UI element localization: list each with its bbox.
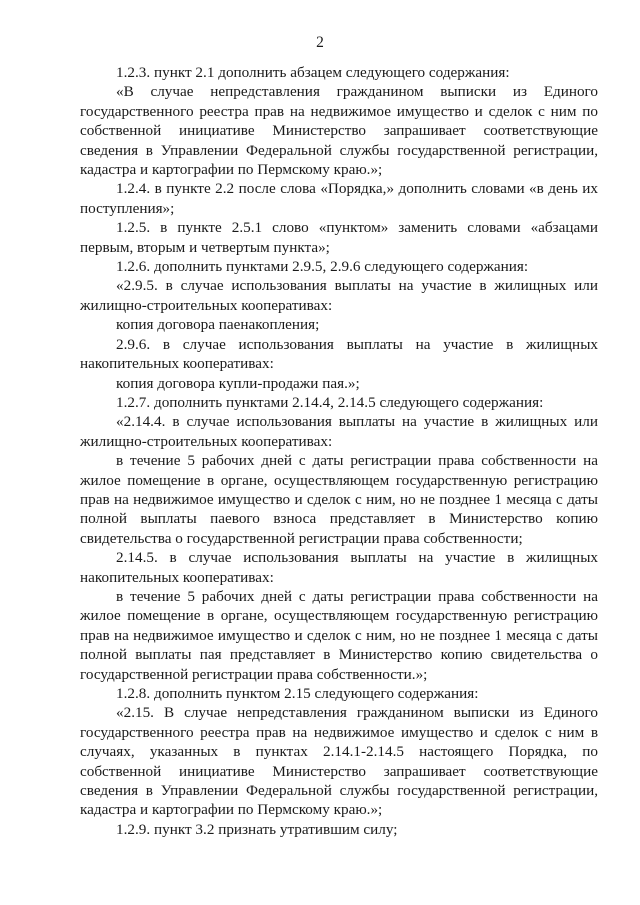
paragraph-1-2-7: 1.2.7. дополнить пунктами 2.14.4, 2.14.5 следующего содержания:	[116, 393, 544, 411]
paragraph-1-2-5: 1.2.5. в пункте 2.5.1 слово «пунктом» заменить словами «абзацами первым, вторым и четвертым пункта»;	[80, 219, 598, 256]
paragraph-2-14-5: 2.14.5. в случае использования выплаты на участие в жилищных накопительных кооперативах:	[80, 549, 598, 586]
paragraph-1-2-4: 1.2.4. в пункте 2.2 после слова «Порядка,» дополнить словами «в день их поступления»;	[80, 180, 598, 217]
paragraph-1-2-9: 1.2.9. пункт 3.2 признать утратившим силу;	[116, 820, 398, 838]
paragraph-2-9-5: «2.9.5. в случае использования выплаты на участие в жилищных или жилищно-строительных кооперативах:	[80, 277, 598, 314]
paragraph-1-2-3: 1.2.3. пункт 2.1 дополнить абзацем следующего содержания:	[116, 64, 510, 81]
paragraph-2-15: «2.15. В случае непредставления гражданином выписки из Единого государственного реестра прав на недвижимое имущество и сделок с ним в случаях, указанных в пунктах 2.14.1-2.14.5 настоящего Порядка, по собственной инициативе Министерство запрашивает соответствующие сведения в Управлении Федеральной службы государственной регистрации, кадастра и картографии по Пермскому краю.»;	[80, 704, 598, 819]
page-number: 2	[316, 34, 324, 51]
paragraph-quote-2-1: «В случае непредставления гражданином выписки из Единого государственного реестра прав на недвижимое имущество и сделок с ним по собственной инициативе Министерство запрашивает соответствующие сведения в Управлении Федеральной службы государственной регистрации, кадастра и картографии по Пермскому краю.»;	[80, 83, 598, 179]
document-body	[80, 63, 598, 839]
paragraph-2-14-4-text: в течение 5 рабочих дней с даты регистрации права собственности на жилое помещение в органе, осуществляющем государственную регистрацию прав на недвижимое имущество и сделок с ним, но не позднее 1 месяца с даты полной выплаты паевого взноса представляет в Министерство копию свидетельства о государственной регистрации права собственности;	[80, 452, 598, 547]
paragraph-1-2-8: 1.2.8. дополнить пунктом 2.15 следующего содержания:	[116, 685, 479, 702]
paragraph-2-9-5-item: копия договора паенакопления;	[116, 316, 320, 334]
paragraph-2-9-6: 2.9.6. в случае использования выплаты на участие в жилищных накопительных кооперативах:	[80, 335, 598, 373]
paragraph-2-14-4: «2.14.4. в случае использования выплаты на участие в жилищных или жилищно-строительных кооперативах:	[80, 413, 598, 450]
paragraph-2-9-6-item: копия договора купли-продажи пая.»;	[116, 374, 360, 392]
paragraph-2-14-5-text: в течение 5 рабочих дней с даты регистрации права собственности на жилое помещение в органе, осуществляющем государственную регистрацию прав на недвижимое имущество и сделок с ним, но не позднее 1 месяца с даты полной выплаты пая представляет в Министерство копию свидетельства о государственной регистрации права собственности.»;	[80, 587, 598, 683]
paragraph-1-2-6: 1.2.6. дополнить пунктами 2.9.5, 2.9.6 следующего содержания:	[116, 258, 529, 276]
